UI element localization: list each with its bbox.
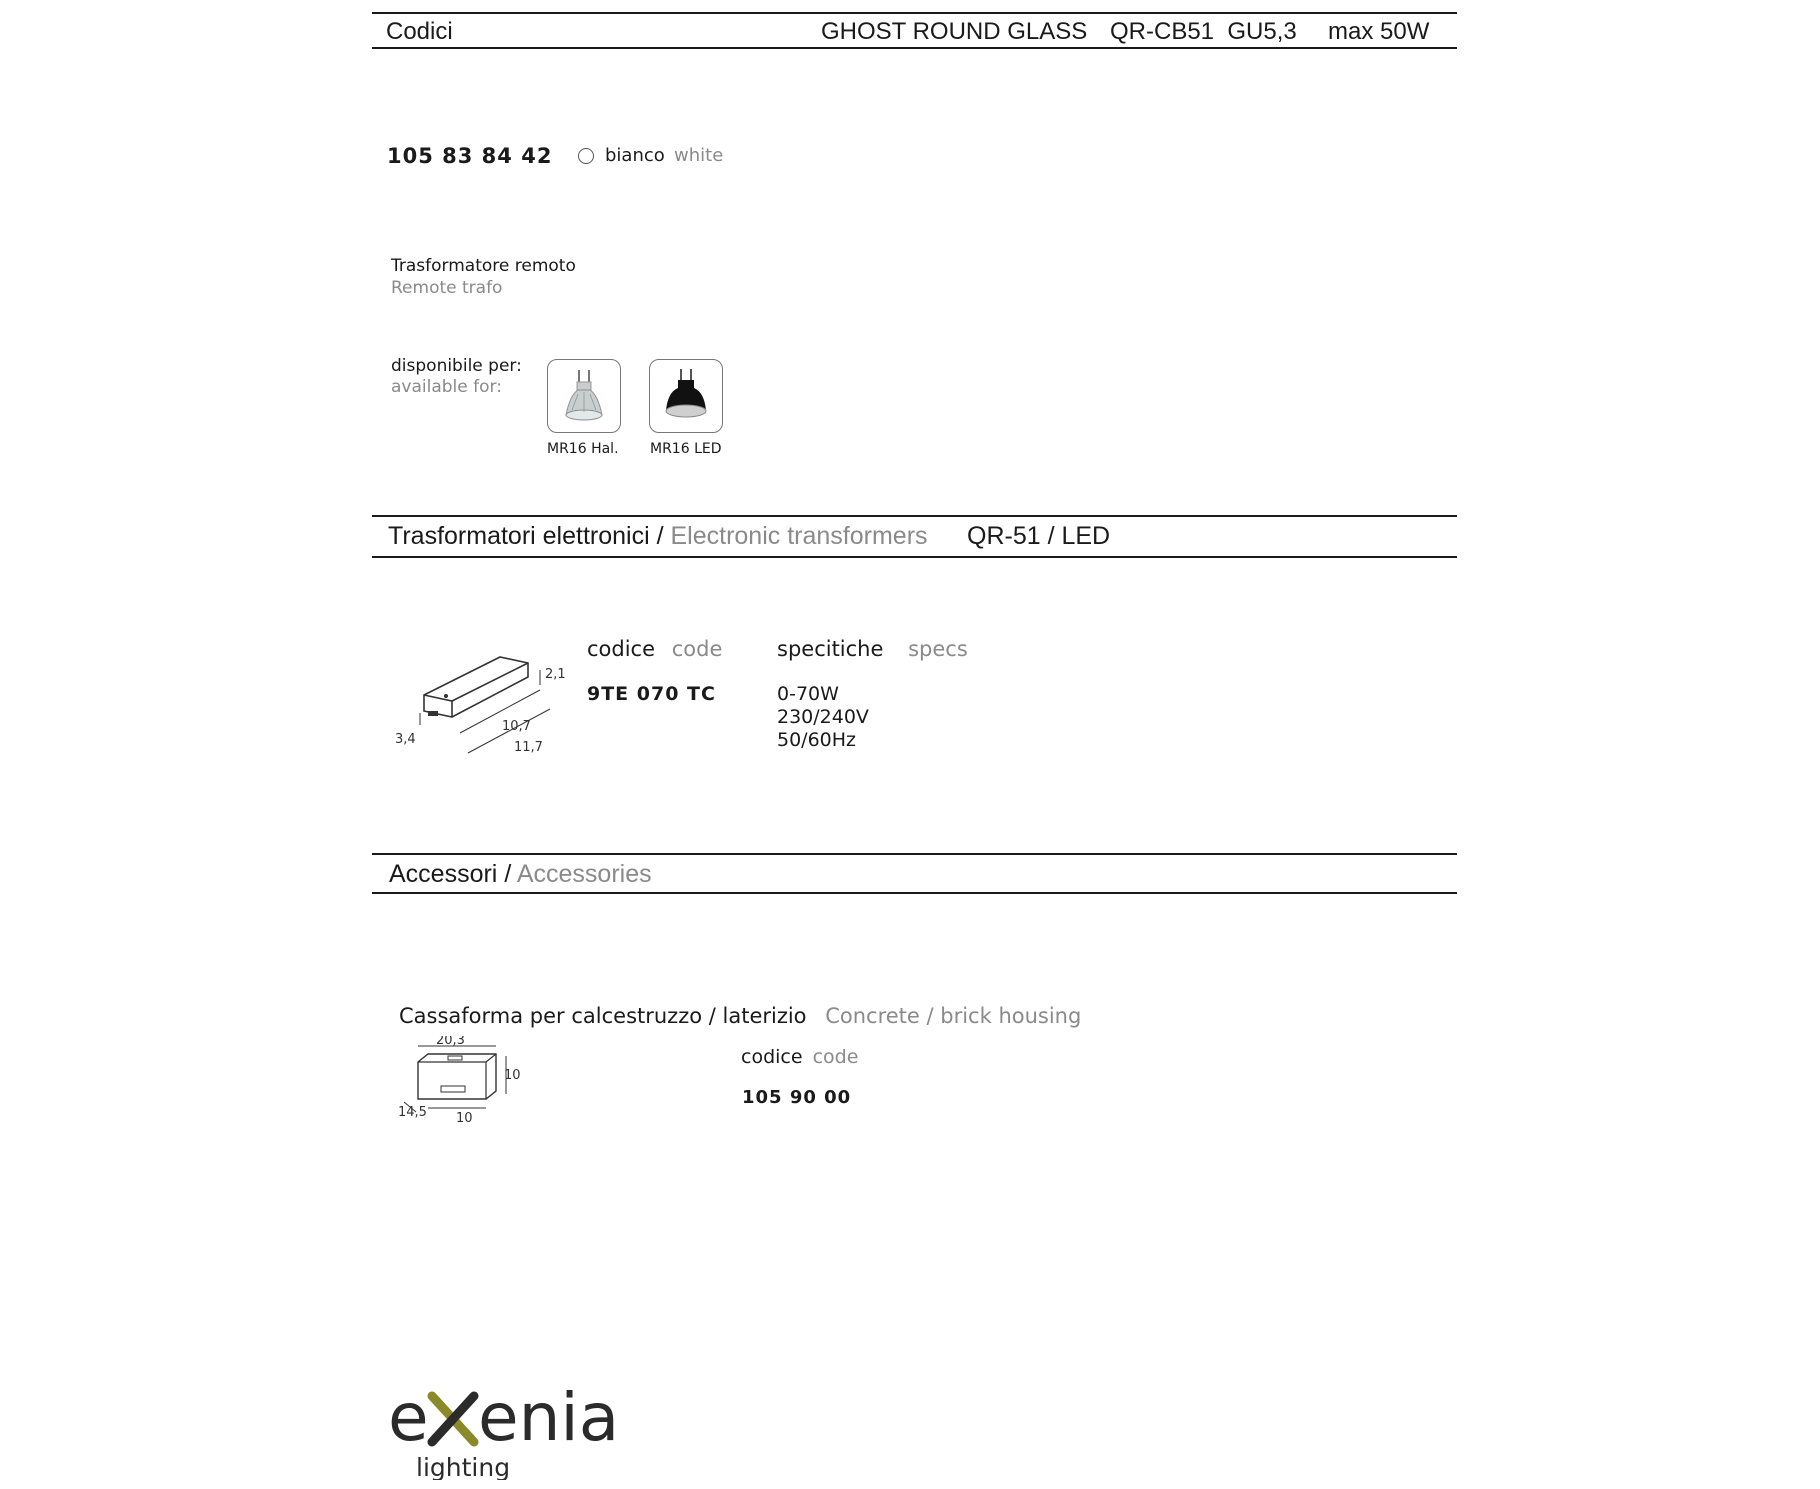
dim-width: 3,4 [395,732,416,747]
svg-text:e: e [388,1380,429,1456]
housing-code-label-it: codice [741,1046,803,1068]
housing-code-label [741,1046,858,1068]
trafo-spec-frequency: 50/60Hz [777,729,857,751]
transformers-bottom-rule [372,556,1457,558]
accessories-title [389,860,652,889]
trafo-code-label-en: code [671,637,723,661]
transformers-top-rule [372,515,1457,517]
color-en: white [674,145,724,166]
variant-code: 105 83 84 42 [387,144,553,168]
header-power: max 50W [1328,18,1430,45]
trafo-code-label-it: codice [587,637,656,661]
remote-en: Remote trafo [391,278,503,298]
accessories-title-it: Accessori [389,860,498,888]
dim-length-inner: 10,7 [502,719,531,734]
header-codici: Codici [386,18,453,45]
white-swatch-icon [578,148,594,164]
housing-code-label-en: code [812,1046,859,1068]
transformers-type: QR-51 / LED [967,522,1111,550]
header-lamp: QR-CB51 GU5,3 [1110,18,1297,45]
header-product: GHOST ROUND GLASS [821,18,1088,45]
trafo-specs-label [777,637,968,661]
housing-dim-side: 10 [504,1068,521,1083]
housing-dim-top: 20,3 [436,1036,465,1048]
housing-drawing [396,1036,531,1126]
trafo-specs-label-it: specitiche [777,637,884,661]
transformers-title [388,522,928,551]
accessories-sep: / [497,860,517,888]
header-rule [372,47,1457,49]
accessories-top-rule [372,853,1457,855]
transformers-title-it: Trasformatori elettronici [388,522,650,550]
trafo-code: 9TE 070 TC [587,683,716,705]
accessories-bottom-rule [372,892,1457,894]
housing-title-en: Concrete / brick housing [825,1004,1082,1028]
trafo-spec-voltage: 230/240V [777,706,869,728]
svg-text:lighting: lighting [416,1453,511,1480]
transformers-title-en: Electronic transformers [670,522,928,550]
transformer-drawing [390,645,580,770]
svg-text:enia: enia [478,1380,620,1456]
trafo-specs-label-en: specs [908,637,968,661]
remote-it: Trasformatore remoto [391,256,576,276]
trafo-code-label [587,637,722,661]
bulb-label-halogen: MR16 Hal. [547,441,619,457]
exenia-logo [388,1380,648,1480]
bulb-label-led: MR16 LED [650,441,722,457]
trafo-spec-power: 0-70W [777,683,839,705]
led-bulb-icon [649,359,723,433]
color-it: bianco [605,145,665,166]
housing-dim-depth: 14,5 [398,1105,427,1120]
logo-x-mark [432,1396,474,1442]
halogen-bulb-icon [547,359,621,433]
transformers-sep: / [649,522,671,550]
accessories-title-en: Accessories [516,860,652,888]
available-it: disponibile per: [391,356,522,376]
top-rule [372,12,1457,14]
housing-code: 105 90 00 [742,1087,852,1108]
available-en: available for: [391,377,502,397]
dim-length-outer: 11,7 [514,740,543,755]
housing-dim-bottom: 10 [456,1111,473,1126]
housing-title [399,1004,1081,1028]
housing-title-it: Cassaforma per calcestruzzo / laterizio [399,1004,807,1028]
dim-height: 2,1 [545,667,566,682]
